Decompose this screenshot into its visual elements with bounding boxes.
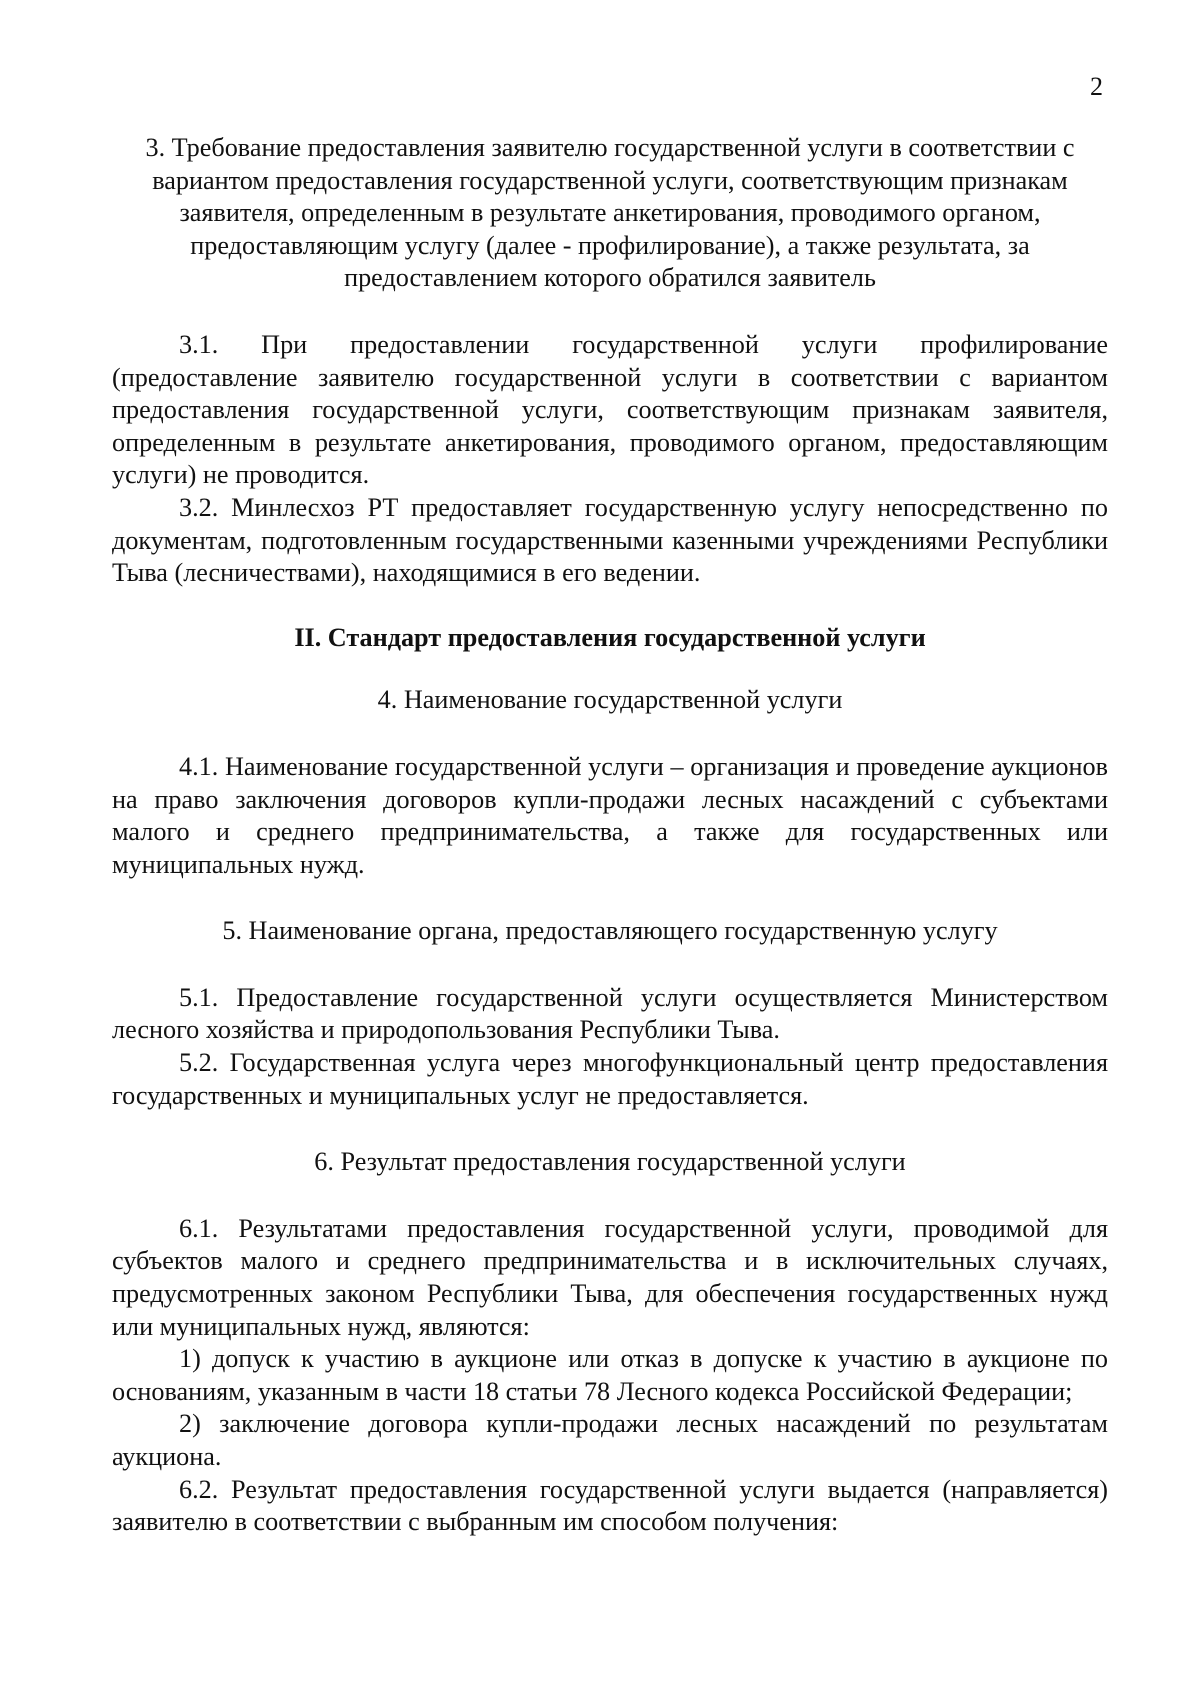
paragraph-5-2: 5.2. Государственная услуга через многофункциональный центр предоставления государственных и муниципальных услуг не предоставляется. <box>112 1048 1108 1110</box>
paragraph-4-1: 4.1. Наименование государственной услуги – организация и проведение аукционов на право заключения договоров купли-продажи лесных насаждений с субъектами малого и среднего предпринимательства, а также для государственных или муниципальных нужд. <box>112 751 1108 879</box>
section-6-heading: 6. Результат предоставления государственной услуги <box>314 1147 906 1177</box>
paragraph-3-1: 3.1. При предоставлении государственной услуги профилирование (предоставление заявителю государственной услуги в соответствии с вариантом предоставления государственной услуги, соответствующим признакам заявителя, определенным в результате анкетирования, проводимого органом, предоставляющим услуги) не проводится. <box>112 329 1108 490</box>
section-5-heading: 5. Наименование органа, предоставляющего государственную услугу <box>222 916 998 946</box>
paragraph-6-2: 6.2. Результат предоставления государственной услуги выдается (направляется) заявителю в соответствии с выбранным им способом получения: <box>112 1474 1108 1537</box>
section-4-heading: 4. Наименование государственной услуги <box>377 685 843 715</box>
page-number: 2 <box>1090 72 1103 101</box>
list-item-1: 1) допуск к участию в аукционе или отказ в допуске к участию в аукционе по основаниям, указанным в части 18 статьи 78 Лесного кодекса Российской Федерации; <box>112 1344 1108 1406</box>
list-item-2: 2) заключение договора купли-продажи лесных насаждений по результатам аукциона. <box>112 1409 1108 1471</box>
section-II-heading: II. Стандарт предоставления государственной услуги <box>294 622 926 652</box>
paragraph-5-1: 5.1. Предоставление государственной услуги осуществляется Министерством лесного хозяйства и природопользования Республики Тыва. <box>112 982 1108 1045</box>
section-3-heading: 3. Требование предоставления заявителю государственной услуги в соответствии с вариантом предоставления государственной услуги, соответствующим признакам заявителя, определенным в результате анкетирования, проводимого органом, предоставляющим услугу (далее - профилирование), а также результата, за предоставлением которого обратился заявитель <box>145 133 1075 293</box>
paragraph-3-2: 3.2. Минлесхоз РТ предоставляет государственную услугу непосредственно по документам, подготовленным государственными казенными учреждениями Республики Тыва (лесничествами), находящимися в его ведении. <box>112 492 1108 588</box>
paragraph-6-1: 6.1. Результатами предоставления государственной услуги, проводимой для субъектов малого и среднего предпринимательства и в исключительных случаях, предусмотренных законом Республики Тыва, для обеспечения государственных нужд или муниципальных нужд, являются: <box>112 1213 1108 1341</box>
document-body <box>112 132 1108 1539</box>
